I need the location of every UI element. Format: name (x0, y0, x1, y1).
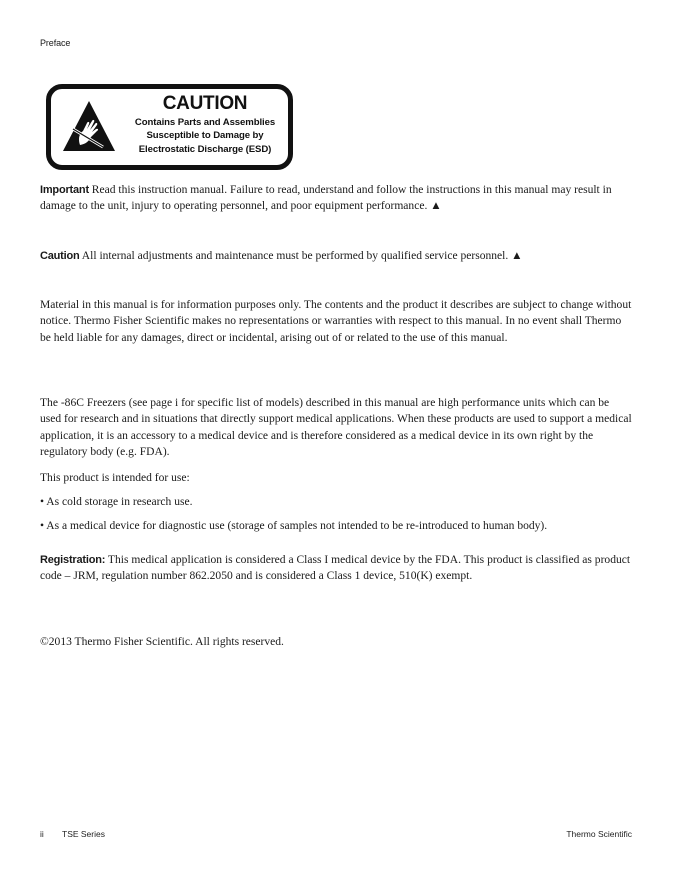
registration-paragraph (40, 552, 632, 585)
esd-hand-triangle-icon (61, 99, 117, 155)
esd-caution-label (46, 84, 293, 170)
bullet-item: • As a medical device for diagnostic use (storage of samples not intended to be re-introduced to human body). (40, 520, 548, 532)
bullet-item: • As cold storage in research use. (40, 496, 193, 508)
caution-title: CAUTION (162, 93, 248, 114)
important-lead: Important (40, 184, 89, 196)
caution-text: All internal adjustments and maintenance must be performed by qualified service personnel. (79, 250, 509, 262)
important-notice (40, 182, 632, 215)
caution-line: Contains Parts and Assemblies (134, 117, 276, 128)
footer-page-number: ii (40, 829, 44, 839)
copyright-notice: ©2013 Thermo Fisher Scientific. All rights reserved. (40, 636, 284, 648)
freezers-paragraph: The -86C Freezers (see page i for specific list of models) described in this manual are high performance units which can be used for research and in situations that directly support medical applications. When these products are used to support a medical application, it is an accessory to a medical device and is therefore considered as a medical device in its own right by the regulatory body (e.g. FDA). (40, 397, 632, 458)
footer-series: TSE Series (62, 829, 105, 839)
warning-triangle-icon: ▲ (508, 250, 523, 262)
caution-lead: Caution (40, 250, 80, 262)
important-text: Read this instruction manual. Failure to read, understand and follow the instructions in this manual may result in damage to the unit, injury to operating personnel, and poor equipment performance. (40, 184, 612, 213)
intended-use-intro: This product is intended for use: (40, 472, 190, 484)
caution-line: Susceptible to Damage by (146, 130, 264, 142)
section-header: Preface (40, 38, 71, 48)
registration-lead: Registration: (40, 554, 106, 566)
disclaimer-paragraph: Material in this manual is for information purposes only. The contents and the product it describes are subject to change without notice. Thermo Fisher Scientific makes no representations or warranties with respect to this manual. In no event shall Thermo be held liable for any damages, direct or incidental, arising out of or related to the use of this manual. (40, 299, 632, 344)
caution-notice (40, 248, 632, 264)
warning-triangle-icon: ▲ (427, 200, 442, 213)
footer-brand: Thermo Scientific (566, 829, 632, 839)
registration-text: This medical application is considered a Class I medical device by the FDA. This product is classified as product code – JRM, regulation number 862.2050 and is considered a Class 1 device, 510(K) exempt. (40, 554, 631, 583)
caution-line: Electrostatic Discharge (ESD) (138, 143, 272, 155)
caution-text-block (125, 92, 285, 156)
